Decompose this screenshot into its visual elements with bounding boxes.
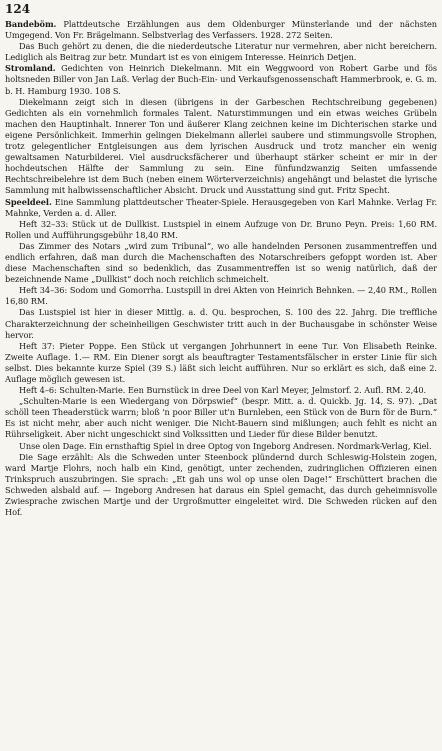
paragraph-text: Heft 32–33: Stück ut de Dullkist. Lustspiel in einem Aufzuge von Dr. Bruno Peyn. Preis: 1,60 RM. Rollen und Aufführungsgebühr 18,40 RM. xyxy=(5,218,437,240)
review-paragraph xyxy=(5,341,437,385)
review-entry-heading xyxy=(5,19,437,41)
review-paragraph xyxy=(5,219,437,241)
paragraph-text: Die Sage erzählt: Als die Schweden unter Steenbock plündernd durch Schleswig-Holstein zogen, ward Martje Flohrs, noch halb ein Kind, genötigt, unter zechenden, zudringlichen Offizieren einen Trinkspruch auszubringen. Sie sprach: „Et gah uns wol op unse olen Dage!“ Erschüttert brachen die Schweden alsbald auf. — Ingeborg Andresen hat daraus ein Spiel gemacht, das durch geheimnisvolle Zwiesprache zwischen Martje und der Urgroßmutter eingeleitet wird. Die Schweden rücken auf den Hof. xyxy=(5,451,437,518)
entry-title: Bandeböm. xyxy=(5,19,57,29)
paragraph-text: Das Buch gehört zu denen, die die niederdeutsche Literatur nur vermehren, aber nicht bereichern. Lediglich als Beitrag zur betr. Mundart ist es von einigem Interesse. Heinrich Detjen. xyxy=(5,41,437,63)
paragraph-text: „Schulten-Marie is een Wiedergang von Dörpswief“ (bespr. Mitt. a. d. Quickb. Jg. 14, S. 97). „Dat schöll teen Theaderstück warrn; bloß 'n poor Biller ut'n Burnleben, een Stück von de Burn för de Burn.“ Es ist nicht mehr, aber auch nicht weniger. Die Nicht-Bauern sind mißlungen; auch fehlt es nicht an Rührseligkeit. Aber nicht ungeschickt sind Volkssitten und Lieder für diese Bilder benutzt. xyxy=(5,396,437,440)
paragraph-text: Diekelmann zeigt sich in diesen (übrigens in der Garbeschen Rechtschreibung gegebenen) Gedichten als ein vornehmlich formales Talent. Naturstimmungen und ein etwas weiches Grübeln machen den Hauptinhalt. Innerer Ton und äußerer Klang zeichnen keine im Dichterischen starke und eigene Persönlichkeit. Immerhin gelingen Diekelmann allerlei saubere und stimmungsvolle Strophen, trotz gelegentlicher Entgleisungen aus dem lyrischen Ausdruck und trotz mancher ein wenig gewaltsamen Naturbilderei. Viel ausdrucksfächerer und überhaupt stärker scheint er mir in der hochdeutschen Hälfte der Sammlung zu sein. Eine fünfundzwanzig Seiten umfassende Rechtschreibelehre ist dem Buch (neben einem Wörterverzeichnis) angehängt und belastet die lyrische Sammlung mit halbwissenschaftlicher Absicht. Druck und Ausstattung sind gut. Fritz Specht. xyxy=(5,96,437,196)
paragraph-text: Das Lustspiel ist hier in dieser Mittlg. a. d. Qu. besprochen, S. 100 des 22. Jahrg. Die treffliche Charakterzeichnung der scheinheiligen Geschwister tritt auch in der Buchausgabe in schönster Weise hervor. xyxy=(5,307,437,340)
paragraph-text: Unse olen Dage. Ein ernsthaftig Spiel in dree Optog von Ingeborg Andresen. Nordmark-Verlag, Kiel. xyxy=(19,440,432,451)
review-entry-heading xyxy=(5,63,437,96)
page-body xyxy=(5,19,437,518)
paragraph-text: Heft 34–36: Sodom und Gomorrha. Lustspill in drei Akten von Heinrich Behnken. — 2,40 RM., Rollen 16,80 RM. xyxy=(5,285,437,307)
paragraph-text: Gedichten von Heinrich Diekelmann. Mit ein Weggwoord von Robert Garbe und fös holtsneden Biller von Jan Laß. Verlag der Buch-Ein- und Verkaufsgenossenschaft Hammerbrook, e. G. m. b. H. Hamburg 1930. 108 S. xyxy=(5,63,437,96)
review-paragraph xyxy=(5,396,437,440)
review-paragraph xyxy=(5,385,437,396)
paragraph-text: Plattdeutsche Erzählungen aus dem Oldenburger Münsterlande und der nächsten Umgegend. Von Fr. Brägelmann. Selbstverlag des Verfassers. 1928. 272 Seiten. xyxy=(5,19,437,41)
page-number: 124 xyxy=(5,2,31,16)
entry-title: Stromland. xyxy=(5,63,56,74)
review-paragraph xyxy=(5,241,437,285)
review-paragraph xyxy=(5,307,437,340)
paragraph-text: Das Zimmer des Notars „wird zum Tribunal“, wo alle handelnden Personen zusammentreffen und endlich erfahren, daß man durch die Machenschaften des Notarschreibers gefoppt worden ist. Aber diese Machenschaften sind so bedenklich, das Zusammentreffen ist so wenig natürlich, daß der bezeichnende Name „Dullkist“ doch noch reichlich schmeichelt. xyxy=(5,240,437,285)
review-paragraph xyxy=(5,441,437,452)
review-paragraph xyxy=(5,285,437,307)
paragraph-text: Eine Sammlung plattdeutscher Theater-Spiele. Herausgegeben von Karl Mahnke. Verlag Fr. Mahnke, Verden a. d. Aller. xyxy=(5,196,437,218)
entry-title: Speeldeel. xyxy=(5,196,52,207)
paragraph-text: Heft 4–6: Schulten-Marie. Een Burnstück in dree Deel von Karl Meyer, Jelmstorf. 2. Aufl. RM. 2,40. xyxy=(19,385,427,396)
review-paragraph xyxy=(5,97,437,197)
review-paragraph xyxy=(5,452,437,519)
paragraph-text: Heft 37: Pieter Poppe. Een Stück ut vergangen Johrhunnert in eene Tur. Von Elisabeth Reinke. Zweite Auflage. 1.— RM. Ein Diener sorgt als beauftragter Testamentsfälscher in erster Linie für sich selbst. Dies bekannte kurze Spiel (39 S.) läßt sich leicht aufführen. Nur so erklärt es sich, daß eine 2. Auflage möglich gewesen ist. xyxy=(5,340,437,384)
review-entry-heading xyxy=(5,197,437,219)
review-paragraph xyxy=(5,41,437,63)
